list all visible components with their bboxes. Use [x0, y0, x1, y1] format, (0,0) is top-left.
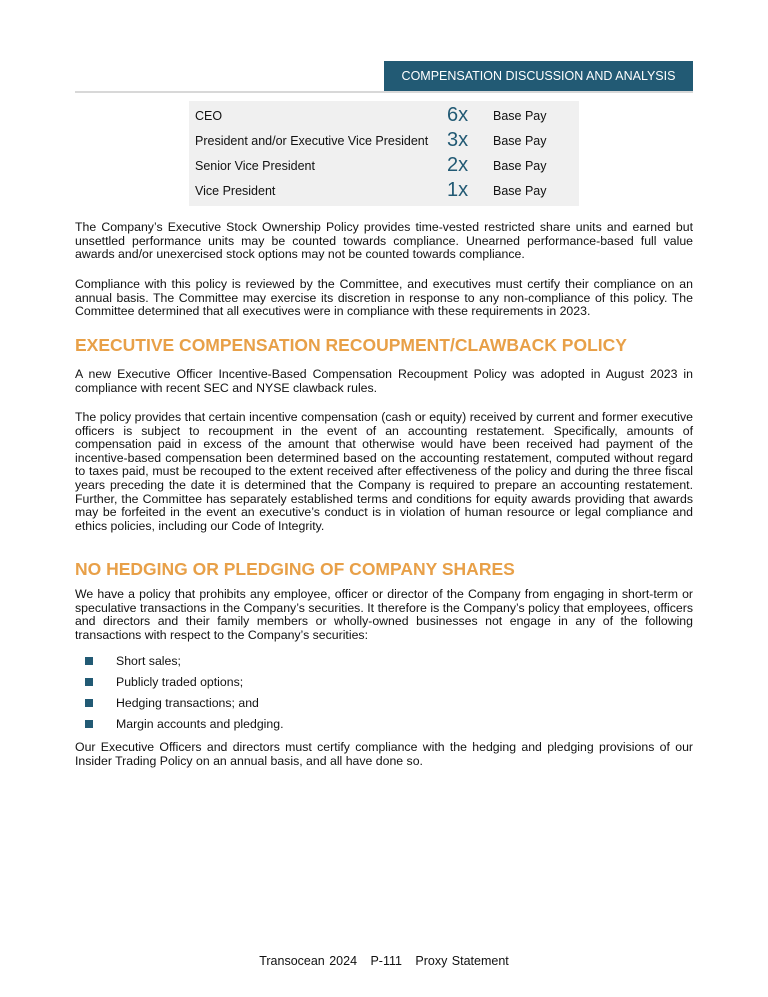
section-heading: EXECUTIVE COMPENSATION RECOUPMENT/CLAWBACK POLICY: [75, 335, 627, 355]
role: President and/or Executive Vice President: [195, 134, 429, 148]
header-divider: [75, 91, 693, 93]
paragraph: The policy provides that certain incentive compensation (cash or equity) received by current and former executive officers is subject to recoupment in the event of an accounting restatement. Specifically, amounts of compensation paid in excess of the amount that otherwise would have been received had payment of the incentive-based compensation been determined based on the accounting restatement, computed without regard to taxes paid, must be recouped to the extent received after effectiveness of the policy and during the three fiscal years preceding the date it is determined that the Company is required to prepare an accounting restatement. Further, the Committee has separately established terms and conditions for equity awards providing that awards may be forfeited in the event an executive’s conduct is in violation of human resource or legal compliance and ethics policies, including our Code of Integrity.: [75, 410, 693, 533]
square-bullet-icon: [85, 657, 93, 665]
table-row: [195, 153, 575, 178]
multiple: 3x: [447, 129, 469, 151]
list-item-text: Hedging transactions; and: [116, 696, 259, 710]
paragraph: Compliance with this policy is reviewed by the Committee, and executives must certify their compliance on an annual basis. The Committee may exercise its discretion in response to any non-compliance of this policy. The Committee determined that all executives were in compliance with these requirements in 2023.: [75, 277, 693, 319]
square-bullet-icon: [85, 678, 93, 686]
basis: Base Pay: [493, 184, 547, 198]
list-item-text: Margin accounts and pledging.: [116, 717, 284, 731]
multiple: 2x: [447, 154, 469, 176]
basis: Base Pay: [493, 134, 547, 148]
square-bullet-icon: [85, 699, 93, 707]
table-row: [195, 128, 575, 153]
role: Vice President: [195, 184, 276, 198]
paragraph: Our Executive Officers and directors must certify compliance with the hedging and pledging provisions of our Insider Trading Policy on an annual basis, and all have done so.: [75, 740, 693, 768]
table-row: [195, 103, 575, 128]
role: CEO: [195, 109, 223, 123]
multiple: 1x: [447, 179, 469, 201]
page-footer: Transocean 2024 P-111 Proxy Statement: [259, 954, 509, 968]
square-bullet-icon: [85, 720, 93, 728]
section-heading: NO HEDGING OR PLEDGING OF COMPANY SHARES: [75, 559, 515, 579]
basis: Base Pay: [493, 159, 547, 173]
section-header: COMPENSATION DISCUSSION AND ANALYSIS: [384, 61, 693, 91]
paragraph: The Company’s Executive Stock Ownership Policy provides time-vested restricted share units and earned but unsettled performance units may be counted towards compliance. Unearned performance-based full value awards and/or unexercised stock options may not be counted towards compliance.: [75, 220, 693, 262]
list-item-text: Short sales;: [116, 654, 181, 668]
table-row: [195, 178, 575, 203]
paragraph: A new Executive Officer Incentive-Based Compensation Recoupment Policy was adopted in August 2023 in compliance with recent SEC and NYSE clawback rules.: [75, 367, 693, 395]
paragraph: We have a policy that prohibits any employee, officer or director of the Company from engaging in short-term or speculative transactions in the Company’s securities. It therefore is the Company’s policy that employees, officers and directors and their family members or wholly-owned businesses not engage in any of the following transactions with respect to the Company’s securities:: [75, 587, 693, 642]
list-item-text: Publicly traded options;: [116, 675, 244, 689]
multiple: 6x: [447, 104, 469, 126]
role: Senior Vice President: [195, 159, 315, 173]
basis: Base Pay: [493, 109, 547, 123]
ownership-table: [189, 101, 579, 206]
